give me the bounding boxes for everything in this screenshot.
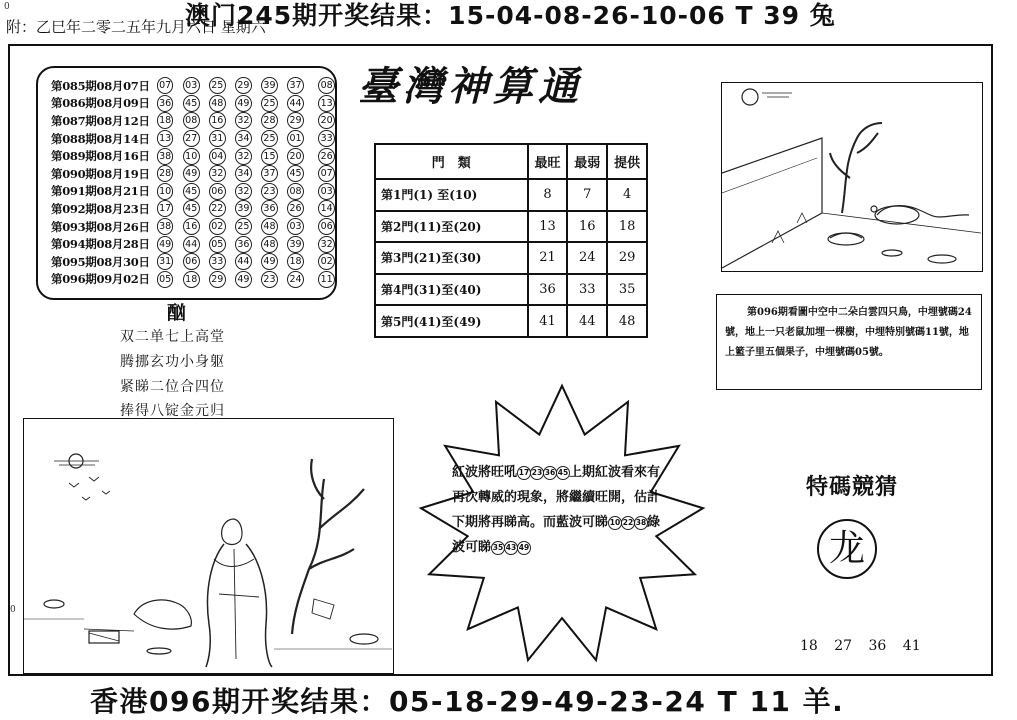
max-cell: 21: [528, 242, 568, 274]
history-issue-label: 第090期08月19日: [51, 166, 150, 181]
history-results-box: [36, 66, 337, 300]
table-row: [375, 274, 647, 306]
header-max: 最旺: [528, 144, 568, 179]
header-min: 最弱: [567, 144, 607, 179]
number-ball: 49: [157, 236, 174, 253]
number-ball: 39: [287, 236, 304, 253]
number-ball: 25: [261, 130, 278, 147]
number-ball: 16: [183, 218, 200, 235]
history-issue-label: 第089期08月16日: [51, 149, 150, 164]
wave-number-ball: 22: [621, 516, 635, 530]
history-row: [51, 200, 335, 218]
history-row: [51, 130, 335, 148]
lunar-date-line: 附：乙巳年二零二五年九月六日 星期六: [6, 18, 266, 36]
number-ball: 13: [157, 130, 174, 147]
number-ball: 24: [287, 271, 304, 288]
number-ball: 10: [157, 183, 174, 200]
history-row: [51, 253, 335, 271]
special-number-ball: 08: [318, 77, 335, 94]
number-ball: 06: [183, 253, 200, 270]
number-ball: 23: [261, 183, 278, 200]
mouse-tree-drawing: [722, 83, 981, 270]
history-issue-label: 第092期08月23日: [51, 201, 150, 216]
number-ball: 49: [235, 95, 252, 112]
number-ball: 20: [287, 148, 304, 165]
max-cell: 8: [528, 179, 568, 211]
number-ball: 45: [183, 183, 200, 200]
number-ball: 38: [157, 148, 174, 165]
history-row: [51, 235, 335, 253]
number-ball: 16: [209, 112, 226, 129]
number-ball: 44: [287, 95, 304, 112]
history-issue-label: 第086期08月09日: [51, 96, 150, 111]
gate-cell: 第5門(41)至(49): [375, 305, 528, 337]
special-number-ball: 20: [318, 112, 335, 129]
special-number-ball: 13: [318, 95, 335, 112]
number-ball: 31: [209, 130, 226, 147]
header-offer: 提供: [607, 144, 647, 179]
offer-cell: 18: [607, 211, 647, 243]
number-ball: 28: [157, 165, 174, 182]
special-number-ball: 26: [318, 148, 335, 165]
number-ball: 32: [235, 183, 252, 200]
poem-title: 酗: [167, 302, 187, 324]
history-row: [51, 165, 335, 183]
history-issue-label: 第087期08月12日: [51, 113, 150, 128]
number-ball: 29: [209, 271, 226, 288]
star-text-part: 紅波將旺吼: [452, 465, 518, 480]
corner-mark-left: 0: [10, 605, 16, 615]
number-ball: 31: [157, 253, 174, 270]
number-ball: 36: [157, 95, 174, 112]
number-ball: 44: [235, 253, 252, 270]
history-row: [51, 95, 335, 113]
gate-cell: 第4門(31)至(40): [375, 274, 528, 306]
table-row: [375, 211, 647, 243]
number-ball: 05: [157, 271, 174, 288]
number-ball: 32: [235, 112, 252, 129]
number-ball: 25: [235, 218, 252, 235]
number-ball: 48: [261, 218, 278, 235]
guess-numbers: 18 27 36 41: [800, 638, 921, 654]
wave-prediction-text: [452, 460, 662, 560]
number-ball: 38: [157, 218, 174, 235]
straw-hat-icon: [134, 600, 191, 629]
special-number-ball: 02: [318, 253, 335, 270]
history-row: [51, 147, 335, 165]
offer-cell: 4: [607, 179, 647, 211]
number-ball: 03: [287, 218, 304, 235]
min-cell: 44: [567, 305, 607, 337]
number-ball: 18: [183, 271, 200, 288]
poem-line: 捧得八锭金元归: [120, 403, 225, 419]
wave-number-ball: 43: [504, 541, 518, 555]
special-number-ball: 33: [318, 130, 335, 147]
min-cell: 16: [567, 211, 607, 243]
number-ball: 33: [209, 253, 226, 270]
number-ball: 37: [261, 165, 278, 182]
table-row: [375, 179, 647, 211]
mouse-tree-illustration: [721, 82, 983, 272]
corner-mark: 0: [4, 2, 10, 12]
history-issue-label: 第091期08月21日: [51, 184, 150, 199]
offer-cell: 48: [607, 305, 647, 337]
number-ball: 37: [287, 77, 304, 94]
mouse-icon: [877, 206, 969, 217]
max-cell: 41: [528, 305, 568, 337]
table-header-row: [375, 144, 647, 179]
number-ball: 34: [235, 165, 252, 182]
number-ball: 28: [261, 112, 278, 129]
offer-cell: 29: [607, 242, 647, 274]
special-number-ball: 06: [318, 218, 335, 235]
blue-wave-numbers: [608, 515, 647, 530]
history-issue-label: 第095期08月30日: [51, 254, 150, 269]
number-ball: 39: [261, 77, 278, 94]
poem-line: 紧睇二位合四位: [120, 379, 225, 395]
number-ball: 08: [183, 112, 200, 129]
special-number-ball: 14: [318, 200, 335, 217]
elder-drawing: [24, 419, 392, 672]
number-ball: 05: [209, 236, 226, 253]
elder-illustration: [23, 418, 394, 674]
number-ball: 48: [209, 95, 226, 112]
number-ball: 25: [209, 77, 226, 94]
number-ball: 25: [261, 95, 278, 112]
special-guess-title: 特碼競猜: [806, 474, 899, 500]
min-cell: 33: [567, 274, 607, 306]
number-ball: 01: [287, 130, 304, 147]
zodiac-badge: 龙: [817, 519, 877, 579]
basket-icon: [828, 233, 864, 245]
number-ball: 49: [235, 271, 252, 288]
wave-number-ball: 10: [608, 516, 622, 530]
number-ball: 18: [157, 112, 174, 129]
poem-line: 腾挪玄功小身躯: [120, 354, 225, 370]
history-row: [51, 112, 335, 130]
number-ball: 04: [209, 148, 226, 165]
max-cell: 36: [528, 274, 568, 306]
wave-number-ball: 23: [530, 466, 544, 480]
poem-line: 双二单七上高堂: [120, 329, 225, 345]
moon-icon: [742, 89, 758, 105]
max-cell: 13: [528, 211, 568, 243]
wave-number-ball: 38: [634, 516, 648, 530]
brand-title: 臺灣神算通: [358, 63, 583, 110]
gates-table: [374, 143, 648, 338]
number-ball: 36: [261, 200, 278, 217]
star-text-part: 綠波可睇: [452, 515, 661, 555]
history-issue-label: 第088期08月14日: [51, 131, 150, 146]
history-issue-label: 第096期09月02日: [51, 272, 150, 287]
number-ball: 23: [261, 271, 278, 288]
min-cell: 7: [567, 179, 607, 211]
number-ball: 48: [261, 236, 278, 253]
number-ball: 15: [261, 148, 278, 165]
history-row: [51, 218, 335, 236]
history-issue-label: 第085期08月07日: [51, 78, 150, 93]
green-wave-numbers: [491, 540, 530, 555]
gate-cell: 第3門(21)至(30): [375, 242, 528, 274]
header-gate: 門 類: [375, 144, 528, 179]
special-number-ball: 03: [318, 183, 335, 200]
number-ball: 44: [183, 236, 200, 253]
table-row: [375, 242, 647, 274]
number-ball: 29: [235, 77, 252, 94]
wave-number-ball: 36: [543, 466, 557, 480]
number-ball: 49: [261, 253, 278, 270]
number-ball: 45: [183, 95, 200, 112]
number-ball: 03: [183, 77, 200, 94]
star-text-part: 上期紅波看來有再次轉威的現象，將繼續旺開，估計下期將再睇高。而藍波可睇: [452, 465, 661, 530]
wave-number-ball: 17: [517, 466, 531, 480]
number-ball: 45: [183, 200, 200, 217]
number-ball: 26: [287, 200, 304, 217]
hongkong-result-title: 香港096期开奖结果：05-18-29-49-23-24 T 11 羊.: [90, 685, 845, 718]
number-ball: 34: [235, 130, 252, 147]
number-ball: 36: [235, 236, 252, 253]
min-cell: 24: [567, 242, 607, 274]
special-number-ball: 11: [318, 271, 335, 288]
number-ball: 08: [287, 183, 304, 200]
history-row: [51, 183, 335, 201]
history-row: [51, 77, 335, 95]
macau-result-title: 澳门245期开奖结果：15-04-08-26-10-06 T 39 兔: [185, 1, 836, 30]
wave-number-ball: 35: [491, 541, 505, 555]
picture-description: 第096期看圖中空中二朵白雲四只鳥，中埋號碼24號，地上一只老鼠加埋一棵樹，中埋特別號碼11號，地上籃子里五個果子，中埋號碼05號。: [716, 294, 982, 390]
gate-cell: 第2門(11)至(20): [375, 211, 528, 243]
elder-head: [222, 519, 242, 544]
number-ball: 27: [183, 130, 200, 147]
wave-number-ball: 45: [556, 466, 570, 480]
number-ball: 32: [235, 148, 252, 165]
number-ball: 07: [157, 77, 174, 94]
special-number-ball: 32: [318, 236, 335, 253]
wave-number-ball: 49: [517, 541, 531, 555]
history-issue-label: 第093期08月26日: [51, 219, 150, 234]
history-issue-label: 第094期08月28日: [51, 237, 150, 252]
number-ball: 29: [287, 112, 304, 129]
number-ball: 06: [209, 183, 226, 200]
number-ball: 02: [209, 218, 226, 235]
number-ball: 22: [209, 200, 226, 217]
red-wave-numbers: [517, 465, 569, 480]
history-row: [51, 271, 335, 289]
special-number-ball: 07: [318, 165, 335, 182]
number-ball: 45: [287, 165, 304, 182]
number-ball: 49: [183, 165, 200, 182]
number-ball: 32: [209, 165, 226, 182]
number-ball: 18: [287, 253, 304, 270]
number-ball: 10: [183, 148, 200, 165]
gate-cell: 第1門(1) 至(10): [375, 179, 528, 211]
number-ball: 17: [157, 200, 174, 217]
number-ball: 39: [235, 200, 252, 217]
offer-cell: 35: [607, 274, 647, 306]
table-row: [375, 305, 647, 337]
